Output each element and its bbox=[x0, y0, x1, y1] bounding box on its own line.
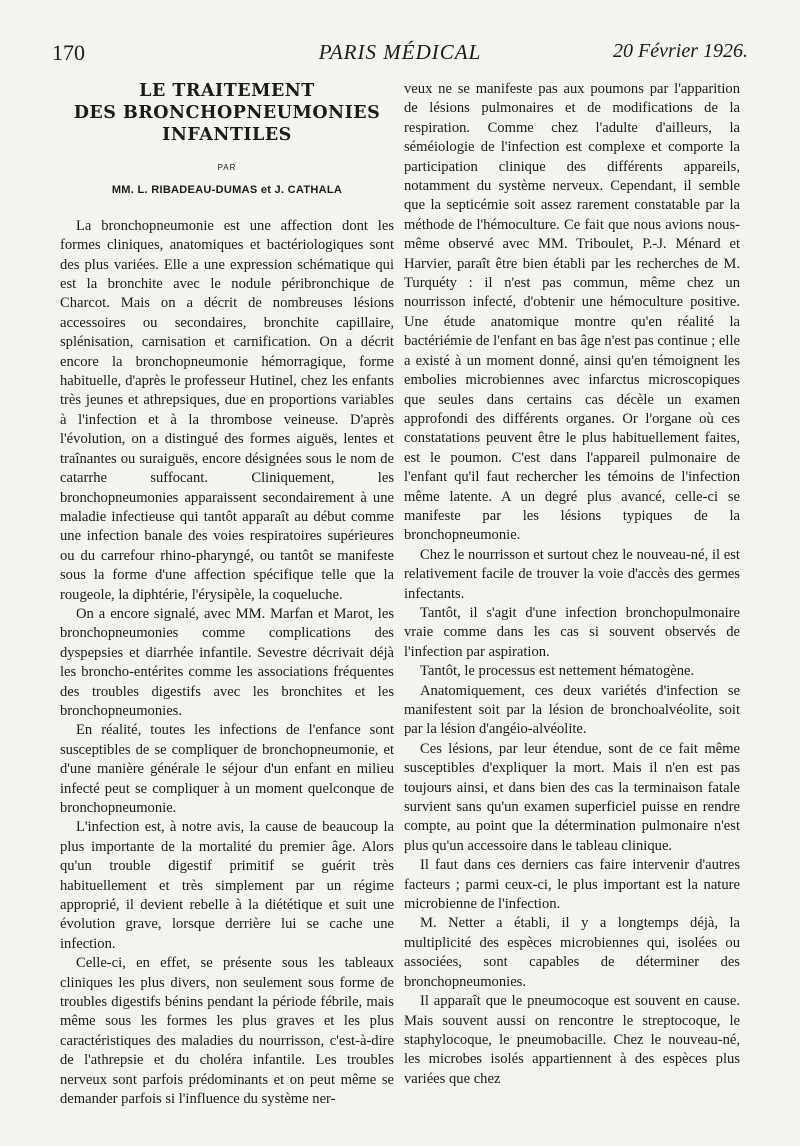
right-column bbox=[404, 80, 740, 1089]
paragraph: Chez le nourrisson et surtout chez le nouveau-né, il est relativement facile de trouver la voie d'accès des germes infectants. bbox=[404, 546, 740, 602]
paragraph: Ces lésions, par leur étendue, sont de ce fait même susceptibles d'expliquer la mort. Mais il n'en est pas toujours ainsi, et dans bien des cas la terminaison fatale survient sans qu'un examen superficiel puisse en rendre compte, au point que la détermination pulmonaire n'est plus qu'un accessoire dans le tableau clinique. bbox=[404, 740, 740, 854]
paragraph: Tantôt, il s'agit d'une infection bronchopulmonaire vraie comme dans les cas si souvent observés de l'infection par aspiration. bbox=[404, 604, 740, 660]
page-number: 170 bbox=[52, 40, 85, 65]
paragraph: Celle-ci, en effet, se présente sous les tableaux cliniques les plus divers, non seulement sous forme de troubles digestifs bénins pendant la période fébrile, mais même sous les formes les plus graves et les plus caractéristiques des maladies du nourrisson, c'est-à-dire de l'athrepsie et du choléra infantile. Les troubles nerveux sont parfois prédominants et on peut même se demander parfois si l'influence du système ner- bbox=[60, 955, 394, 1108]
paragraph: L'infection est, à notre avis, la cause de beaucoup la plus importante de la mortalité du premier âge. Alors qu'un trouble digestif primitif se guérit très habituellement et très simplement par un régime approprié, il devient rebelle à la diététique et suit une évolution grave, lorsque derrière lui se cache une infection. bbox=[60, 819, 394, 952]
paragraph: Il apparaît que le pneumocoque est souvent en cause. Mais souvent aussi on rencontre le streptocoque, le staphylocoque, le pneumobacille. Chez le nouveau-né, les microbes isolés appartiennent à des espèces plus variées que chez bbox=[404, 993, 740, 1087]
left-column bbox=[60, 80, 394, 1110]
title-line: DES BRONCHOPNEUMONIES bbox=[73, 103, 381, 123]
paragraph: Tantôt, le processus est nettement hématogène. bbox=[420, 663, 695, 680]
paragraph: En réalité, toutes les infections de l'enfance sont susceptibles de se compliquer de bronchopneumonie, et d'une manière générale le séjour d'un enfant en milieu infecté peut se compliquer à un moment quelconque de bronchopneumonie. bbox=[60, 722, 394, 816]
paragraph: Il faut dans ces derniers cas faire intervenir d'autres facteurs ; parmi ceux-ci, le plus important est la nature microbienne de l'infection. bbox=[404, 857, 740, 913]
title-line: INFANTILES bbox=[162, 125, 292, 145]
paragraph: M. Netter a établi, il y a longtemps déjà, la multiplicité des espèces microbiennes qui, isolées ou associées, sont capables de déterminer des bronchopneumonies. bbox=[404, 915, 740, 990]
article-title bbox=[60, 80, 394, 146]
paragraph: Anatomiquement, ces deux variétés d'infection se manifestent soit par la lésion de bronchoalvéolite, soit par la lésion d'angéio-alvéolite. bbox=[404, 682, 740, 738]
paragraph: veux ne se manifeste pas aux poumons par l'apparition de lésions pulmonaires et de modifications de la respiration. Comme chez l'adulte d'ailleurs, la séméiologie de l'infection est complexe et comporte la participation clinique des différents appareils, notamment du système nerveux. Cependant, il semble que la septicémie soit assez rarement constatable par la méthode de l'hémoculture. Ce fait que nous avions nous-même observé avec MM. Triboulet, P.-J. Ménard et Harvier, paraît être bien établi par les recherches de M. Turquéty : il n'est pas commun, même chez un nourrisson infecté, d'obtenir une hémoculture positive. Une étude anatomique montre qu'en réalité la bactériémie de l'enfant en bas âge n'est pas continue ; elle a existé à un moment donné, ainsi qu'en témoignent les embolies microbiennes avec infarctus microscopiques que seules dans certains cas décèle un examen approfondi des différents organes. Or l'organe où ces constatations peuvent être le plus habituellement faites, est le poumon. C'est dans l'appareil pulmonaire de l'enfant qu'il faut rechercher les témoins de l'infection même latente. A un degré plus avancé, celle-ci se manifeste par les lésions typiques de la bronchopneumonie. bbox=[404, 81, 740, 544]
byline-par: PAR bbox=[217, 163, 237, 172]
paragraph: On a encore signalé, avec MM. Marfan et Marot, les bronchopneumonies comme complications des dyspepsies et diarrhée infantile. Sevestre décrivait déjà les broncho-entérites comme les associations fréquentes des troubles digestifs avec les bronchites et les bronchopneumonies. bbox=[60, 605, 394, 719]
journal-title: PARIS MÉDICAL bbox=[318, 40, 482, 64]
article-authors: MM. L. RIBADEAU-DUMAS et J. CATHALA bbox=[111, 184, 343, 197]
issue-date: 20 Février 1926. bbox=[613, 40, 748, 62]
title-line: LE TRAITEMENT bbox=[139, 81, 315, 101]
running-header bbox=[52, 40, 748, 66]
paragraph: La bronchopneumonie est une affection dont les formes cliniques, anatomiques et bactériologiques sont des plus variées. Elle a une expression schématique qui est la bronchite avec le nodule péribronchique de Charcot. Mais on a décrit de nombreuses lésions accessoires ou secondaires, bronchite capillaire, splénisation, carnisation et carnification. On a décrit encore la bronchopneumonie hémorragique, forme habituelle, d'après le professeur Hutinel, chez les enfants très jeunes et athrepsiques, due en proportions variables à l'infection et à la thrombose veineuse. D'après l'évolution, on a distingué des formes aiguës, lentes et traînantes ou suraiguës, encore désignées sous le nom de catarrhe suffocant. Cliniquement, les bronchopneumonies apparaissent secondairement à une maladie infectieuse qui tantôt apparaît au début comme une infection banale des voies respiratoires supérieures ou du carrefour rhino-pharyngé, ou tantôt se manifeste sous la forme d'une affection spécifique telle que la rougeole, la diphtérie, l'érysipèle, la coqueluche. bbox=[60, 217, 394, 603]
